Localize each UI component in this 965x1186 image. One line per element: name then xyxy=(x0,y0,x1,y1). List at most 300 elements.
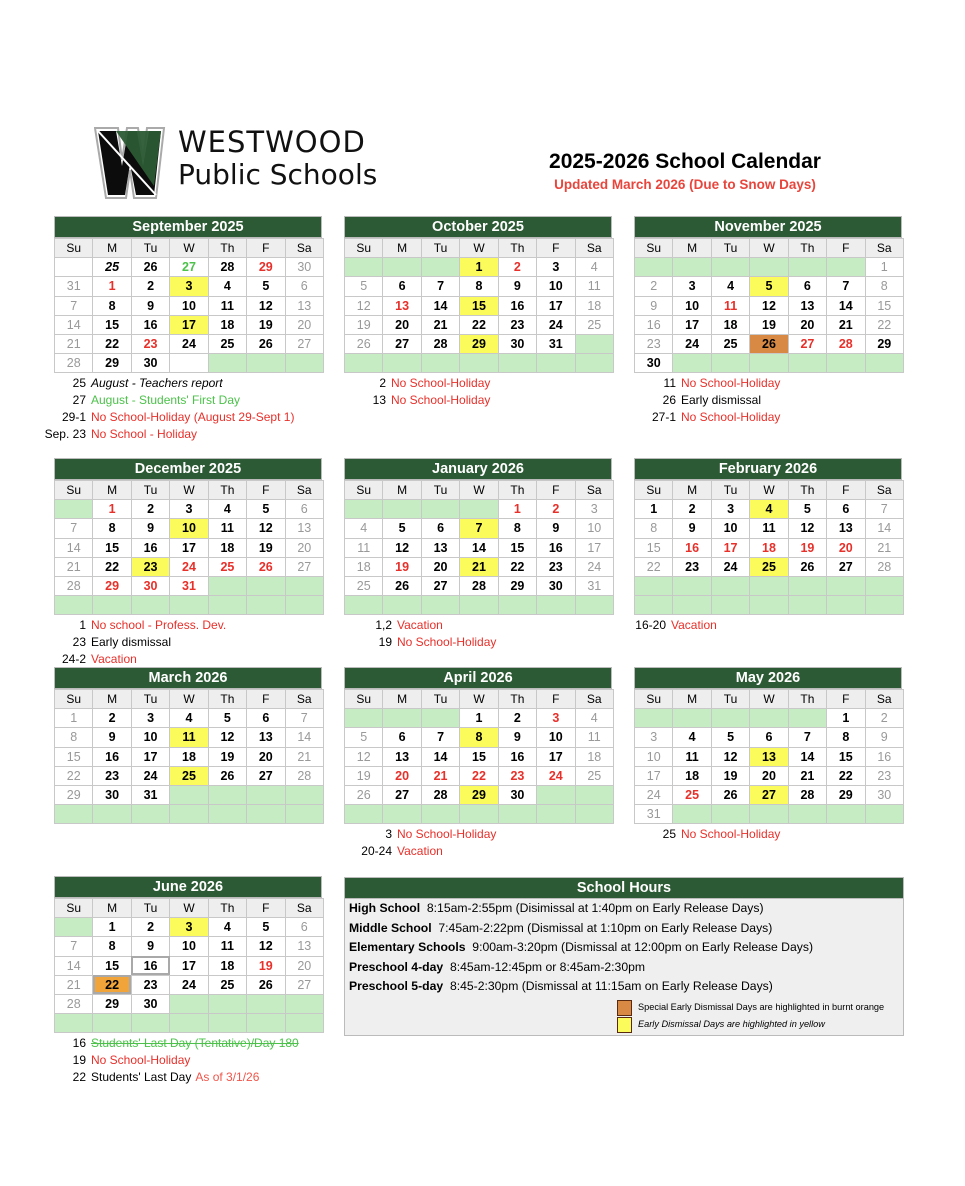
day-cell: 31 xyxy=(170,576,208,595)
day-cell: 6 xyxy=(383,728,421,747)
hours-row-middle-school xyxy=(345,919,903,939)
week-row xyxy=(55,334,324,353)
day-cell: 22 xyxy=(460,315,498,334)
note-line xyxy=(44,1052,322,1069)
weekday-header: M xyxy=(93,239,131,258)
empty-cell xyxy=(673,805,711,824)
hours-text: 9:00am-3:20pm (Dismissal at 12:00pm on Early Release Days) xyxy=(472,940,814,955)
day-cell: 21 xyxy=(460,557,498,576)
week-row xyxy=(345,334,614,353)
day-cell: 26 xyxy=(131,258,169,277)
week-row xyxy=(55,538,324,557)
month-grid xyxy=(54,898,324,1033)
note-line xyxy=(44,1035,322,1052)
day-cell: 15 xyxy=(460,747,498,766)
empty-cell xyxy=(345,709,383,728)
day-cell: 25 xyxy=(170,766,208,785)
empty-cell xyxy=(537,785,575,804)
empty-cell xyxy=(55,258,93,277)
note-line xyxy=(44,634,322,651)
empty-cell xyxy=(711,709,749,728)
day-cell: 25 xyxy=(711,334,749,353)
empty-cell xyxy=(285,785,323,804)
day-cell: 19 xyxy=(788,538,826,557)
empty-cell xyxy=(673,596,711,615)
day-cell: 13 xyxy=(750,747,788,766)
day-cell: 8 xyxy=(460,277,498,296)
day-cell: 22 xyxy=(827,766,865,785)
empty-cell xyxy=(247,354,285,373)
empty-cell xyxy=(208,576,246,595)
day-cell: 17 xyxy=(711,538,749,557)
day-cell: 7 xyxy=(55,296,93,315)
day-cell: 30 xyxy=(537,576,575,595)
month-calendar xyxy=(634,667,902,843)
weekday-header: Sa xyxy=(865,239,903,258)
day-cell: 20 xyxy=(788,315,826,334)
empty-cell xyxy=(635,258,673,277)
day-cell: 19 xyxy=(247,315,285,334)
day-cell: 15 xyxy=(93,956,131,975)
day-cell: 26 xyxy=(383,576,421,595)
day-cell: 28 xyxy=(55,576,93,595)
day-cell: 21 xyxy=(55,557,93,576)
month-calendar xyxy=(54,667,322,824)
day-cell: 30 xyxy=(635,354,673,373)
weekday-header: Th xyxy=(208,899,246,918)
day-cell: 3 xyxy=(131,709,169,728)
day-cell: 28 xyxy=(55,354,93,373)
day-cell: 4 xyxy=(208,277,246,296)
week-row xyxy=(345,747,614,766)
day-cell: 10 xyxy=(170,296,208,315)
month-title: February 2026 xyxy=(634,458,902,480)
note-date: 16-20 xyxy=(635,618,666,633)
note-text: Students' Last Day (Tentative)/Day 180 xyxy=(91,1036,299,1051)
weekday-header: W xyxy=(170,481,208,500)
empty-cell xyxy=(170,354,208,373)
day-cell: 29 xyxy=(55,785,93,804)
weekday-header: Th xyxy=(788,239,826,258)
day-cell: 11 xyxy=(575,728,613,747)
week-row xyxy=(345,538,614,557)
empty-cell xyxy=(460,596,498,615)
empty-cell xyxy=(55,500,93,519)
note-line xyxy=(344,392,612,409)
empty-cell xyxy=(575,805,613,824)
day-cell: 16 xyxy=(537,538,575,557)
day-cell: 19 xyxy=(750,315,788,334)
day-cell: 6 xyxy=(285,277,323,296)
weekday-header: M xyxy=(383,239,421,258)
day-cell: 23 xyxy=(537,557,575,576)
empty-cell xyxy=(460,805,498,824)
day-cell: 2 xyxy=(498,709,536,728)
day-cell: 27 xyxy=(421,576,459,595)
day-cell: 19 xyxy=(247,956,285,975)
weekday-header: Sa xyxy=(285,481,323,500)
day-cell: 12 xyxy=(247,937,285,956)
empty-cell xyxy=(750,354,788,373)
empty-cell xyxy=(55,805,93,824)
empty-cell xyxy=(247,994,285,1013)
day-cell: 24 xyxy=(575,557,613,576)
week-row xyxy=(345,728,614,747)
empty-cell xyxy=(788,354,826,373)
note-line xyxy=(44,409,322,426)
day-cell: 3 xyxy=(537,709,575,728)
week-row xyxy=(55,354,324,373)
week-row xyxy=(635,596,904,615)
day-cell: 20 xyxy=(827,538,865,557)
empty-cell xyxy=(345,500,383,519)
day-cell: 9 xyxy=(131,296,169,315)
day-cell: 28 xyxy=(421,785,459,804)
weekday-header: Su xyxy=(55,690,93,709)
day-cell: 8 xyxy=(93,296,131,315)
note-date: 22 xyxy=(72,1070,86,1085)
day-cell: 27 xyxy=(247,766,285,785)
day-cell: 10 xyxy=(575,519,613,538)
day-cell: 7 xyxy=(421,277,459,296)
empty-cell xyxy=(460,354,498,373)
day-cell: 5 xyxy=(247,277,285,296)
day-cell: 18 xyxy=(750,538,788,557)
note-text: No School - Holiday xyxy=(91,427,198,442)
day-cell: 11 xyxy=(575,277,613,296)
day-cell: 30 xyxy=(498,334,536,353)
week-row xyxy=(345,709,614,728)
day-cell: 24 xyxy=(673,334,711,353)
day-cell: 3 xyxy=(170,918,208,937)
weekday-header: Tu xyxy=(421,690,459,709)
day-cell: 14 xyxy=(55,956,93,975)
month-title: April 2026 xyxy=(344,667,612,689)
weekday-header: Tu xyxy=(131,239,169,258)
day-cell: 29 xyxy=(460,334,498,353)
empty-cell xyxy=(55,918,93,937)
day-cell: 17 xyxy=(537,296,575,315)
month-grid xyxy=(54,689,324,824)
empty-cell xyxy=(750,596,788,615)
hours-row-elementary xyxy=(345,938,903,958)
day-cell: 12 xyxy=(788,519,826,538)
day-cell: 22 xyxy=(93,557,131,576)
day-cell: 25 xyxy=(93,258,131,277)
day-cell: 17 xyxy=(170,956,208,975)
week-row xyxy=(635,519,904,538)
day-cell: 22 xyxy=(93,975,131,994)
day-cell: 28 xyxy=(827,334,865,353)
empty-cell xyxy=(537,596,575,615)
empty-cell xyxy=(285,576,323,595)
school-hours-panel xyxy=(344,877,904,1036)
day-cell: 29 xyxy=(865,334,903,353)
week-row xyxy=(635,315,904,334)
day-cell: 23 xyxy=(498,315,536,334)
month-grid xyxy=(634,480,904,615)
month-grid xyxy=(344,238,614,373)
day-cell: 24 xyxy=(131,766,169,785)
day-cell: 9 xyxy=(131,519,169,538)
day-cell: 22 xyxy=(55,766,93,785)
day-cell: 26 xyxy=(750,334,788,353)
logo-public-schools: Public Schools xyxy=(178,158,378,191)
empty-cell xyxy=(750,709,788,728)
weekday-header: Th xyxy=(498,690,536,709)
month-title: October 2025 xyxy=(344,216,612,238)
weekday-header: Su xyxy=(55,481,93,500)
day-cell: 3 xyxy=(711,500,749,519)
day-cell: 10 xyxy=(170,937,208,956)
weekday-header: M xyxy=(673,481,711,500)
day-cell: 1 xyxy=(827,709,865,728)
day-cell: 16 xyxy=(865,747,903,766)
note-text: No School-Holiday xyxy=(681,410,781,425)
month-calendar xyxy=(634,216,902,426)
month-notes xyxy=(44,1035,322,1086)
day-cell: 21 xyxy=(865,538,903,557)
day-cell: 15 xyxy=(93,315,131,334)
day-cell: 31 xyxy=(55,277,93,296)
note-date: 3 xyxy=(385,827,392,842)
day-cell: 21 xyxy=(55,334,93,353)
day-cell: 14 xyxy=(55,315,93,334)
week-row xyxy=(55,277,324,296)
week-row xyxy=(345,785,614,804)
weekday-header: M xyxy=(93,481,131,500)
day-cell: 3 xyxy=(575,500,613,519)
empty-cell xyxy=(575,334,613,353)
empty-cell xyxy=(673,354,711,373)
day-cell: 7 xyxy=(827,277,865,296)
note-line xyxy=(44,651,322,668)
day-cell: 26 xyxy=(208,766,246,785)
note-line xyxy=(634,392,902,409)
hours-row-preschool-4 xyxy=(345,958,903,978)
day-cell: 3 xyxy=(673,277,711,296)
day-cell: 30 xyxy=(498,785,536,804)
day-cell: 2 xyxy=(131,918,169,937)
day-cell: 4 xyxy=(208,918,246,937)
week-row xyxy=(635,576,904,595)
note-date: 23 xyxy=(72,635,86,650)
day-cell: 27 xyxy=(285,975,323,994)
month-title: June 2026 xyxy=(54,876,322,898)
day-cell: 23 xyxy=(131,334,169,353)
weekday-header: M xyxy=(93,899,131,918)
day-cell: 11 xyxy=(208,937,246,956)
day-cell: 29 xyxy=(827,785,865,804)
day-cell: 9 xyxy=(498,728,536,747)
day-cell: 13 xyxy=(383,296,421,315)
month-calendar xyxy=(54,876,322,1086)
week-row xyxy=(55,258,324,277)
hours-text: 7:45am-2:22pm (Dismissal at 1:10pm on Early Release Days) xyxy=(438,920,773,935)
note-line xyxy=(332,843,612,860)
day-cell: 9 xyxy=(537,519,575,538)
week-row xyxy=(345,576,614,595)
empty-cell xyxy=(421,500,459,519)
day-cell: 18 xyxy=(575,747,613,766)
week-row xyxy=(345,315,614,334)
day-cell: 14 xyxy=(788,747,826,766)
empty-cell xyxy=(635,576,673,595)
day-cell: 6 xyxy=(421,519,459,538)
week-row xyxy=(635,785,904,804)
day-cell: 29 xyxy=(460,785,498,804)
day-cell: 2 xyxy=(865,709,903,728)
day-cell: 16 xyxy=(131,315,169,334)
empty-cell xyxy=(788,709,826,728)
day-cell: 12 xyxy=(345,747,383,766)
day-cell: 22 xyxy=(93,334,131,353)
day-cell: 1 xyxy=(460,258,498,277)
week-row xyxy=(635,500,904,519)
week-row xyxy=(55,500,324,519)
day-cell: 27 xyxy=(788,334,826,353)
day-cell: 19 xyxy=(345,766,383,785)
day-cell: 25 xyxy=(750,557,788,576)
day-cell: 10 xyxy=(673,296,711,315)
day-cell: 6 xyxy=(827,500,865,519)
empty-cell xyxy=(208,805,246,824)
day-cell: 23 xyxy=(865,766,903,785)
week-row xyxy=(635,354,904,373)
note-date: 27 xyxy=(72,393,86,408)
day-cell: 15 xyxy=(865,296,903,315)
day-cell: 30 xyxy=(865,785,903,804)
weekday-header: W xyxy=(750,239,788,258)
week-row xyxy=(55,805,324,824)
day-cell: 13 xyxy=(827,519,865,538)
day-cell: 24 xyxy=(635,785,673,804)
month-calendar xyxy=(634,458,902,634)
day-cell: 21 xyxy=(788,766,826,785)
w-logo-icon xyxy=(94,126,166,200)
day-cell: 18 xyxy=(170,747,208,766)
day-cell: 18 xyxy=(345,557,383,576)
day-cell: 25 xyxy=(208,975,246,994)
day-cell: 28 xyxy=(865,557,903,576)
empty-cell xyxy=(247,805,285,824)
week-row xyxy=(55,576,324,595)
day-cell: 24 xyxy=(170,557,208,576)
day-cell: 13 xyxy=(788,296,826,315)
empty-cell xyxy=(285,805,323,824)
day-cell: 26 xyxy=(247,975,285,994)
day-cell: 4 xyxy=(575,709,613,728)
empty-cell xyxy=(788,576,826,595)
day-cell: 30 xyxy=(285,258,323,277)
month-title: March 2026 xyxy=(54,667,322,689)
empty-cell xyxy=(383,500,421,519)
day-cell: 4 xyxy=(750,500,788,519)
weekday-header: Tu xyxy=(711,239,749,258)
note-line xyxy=(44,617,322,634)
day-cell: 9 xyxy=(131,937,169,956)
empty-cell xyxy=(827,354,865,373)
month-title: January 2026 xyxy=(344,458,612,480)
day-cell: 13 xyxy=(285,519,323,538)
weekday-header: Tu xyxy=(421,481,459,500)
day-cell: 14 xyxy=(421,296,459,315)
week-row xyxy=(345,354,614,373)
day-cell: 1 xyxy=(498,500,536,519)
day-cell: 14 xyxy=(827,296,865,315)
empty-cell xyxy=(383,805,421,824)
empty-cell xyxy=(208,994,246,1013)
note-date: 29-1 xyxy=(61,410,86,425)
day-cell: 20 xyxy=(383,766,421,785)
note-line xyxy=(332,826,612,843)
day-cell: 19 xyxy=(208,747,246,766)
day-cell: 15 xyxy=(93,538,131,557)
day-cell: 8 xyxy=(865,277,903,296)
week-row xyxy=(55,918,324,937)
hours-label: Elementary Schools xyxy=(349,940,466,955)
empty-cell xyxy=(537,805,575,824)
empty-cell xyxy=(865,596,903,615)
day-cell: 4 xyxy=(345,519,383,538)
empty-cell xyxy=(208,354,246,373)
day-cell: 2 xyxy=(498,258,536,277)
note-text: No school - Profess. Dev. xyxy=(91,618,227,633)
weekday-header: M xyxy=(383,690,421,709)
day-cell: 4 xyxy=(673,728,711,747)
note-text: No School-Holiday xyxy=(681,827,781,842)
empty-cell xyxy=(575,354,613,373)
day-cell: 21 xyxy=(421,766,459,785)
week-row xyxy=(55,728,324,747)
weekday-header: F xyxy=(827,690,865,709)
day-cell: 18 xyxy=(208,956,246,975)
week-row xyxy=(635,747,904,766)
note-line xyxy=(634,409,902,426)
weekday-header: Tu xyxy=(711,481,749,500)
month-notes xyxy=(332,826,612,860)
day-cell: 14 xyxy=(865,519,903,538)
empty-cell xyxy=(673,576,711,595)
day-cell: 25 xyxy=(208,334,246,353)
empty-cell xyxy=(55,596,93,615)
day-cell: 23 xyxy=(93,766,131,785)
week-row xyxy=(55,1014,324,1033)
weekday-header: Sa xyxy=(575,239,613,258)
empty-cell xyxy=(865,576,903,595)
day-cell: 18 xyxy=(208,538,246,557)
day-cell: 6 xyxy=(285,918,323,937)
note-date: 26 xyxy=(662,393,676,408)
note-text: August - Teachers report xyxy=(91,376,223,391)
weekday-header: Su xyxy=(345,481,383,500)
day-cell: 9 xyxy=(865,728,903,747)
week-row xyxy=(635,709,904,728)
note-text: Vacation xyxy=(397,844,443,859)
week-row xyxy=(55,519,324,538)
day-cell: 22 xyxy=(635,557,673,576)
note-text: No School-Holiday xyxy=(397,827,497,842)
day-cell: 16 xyxy=(93,747,131,766)
weekday-header: Sa xyxy=(285,690,323,709)
day-cell: 1 xyxy=(865,258,903,277)
week-row xyxy=(345,805,614,824)
day-cell: 8 xyxy=(93,937,131,956)
empty-cell xyxy=(345,258,383,277)
day-cell: 6 xyxy=(247,709,285,728)
day-cell: 25 xyxy=(345,576,383,595)
day-cell: 7 xyxy=(460,519,498,538)
